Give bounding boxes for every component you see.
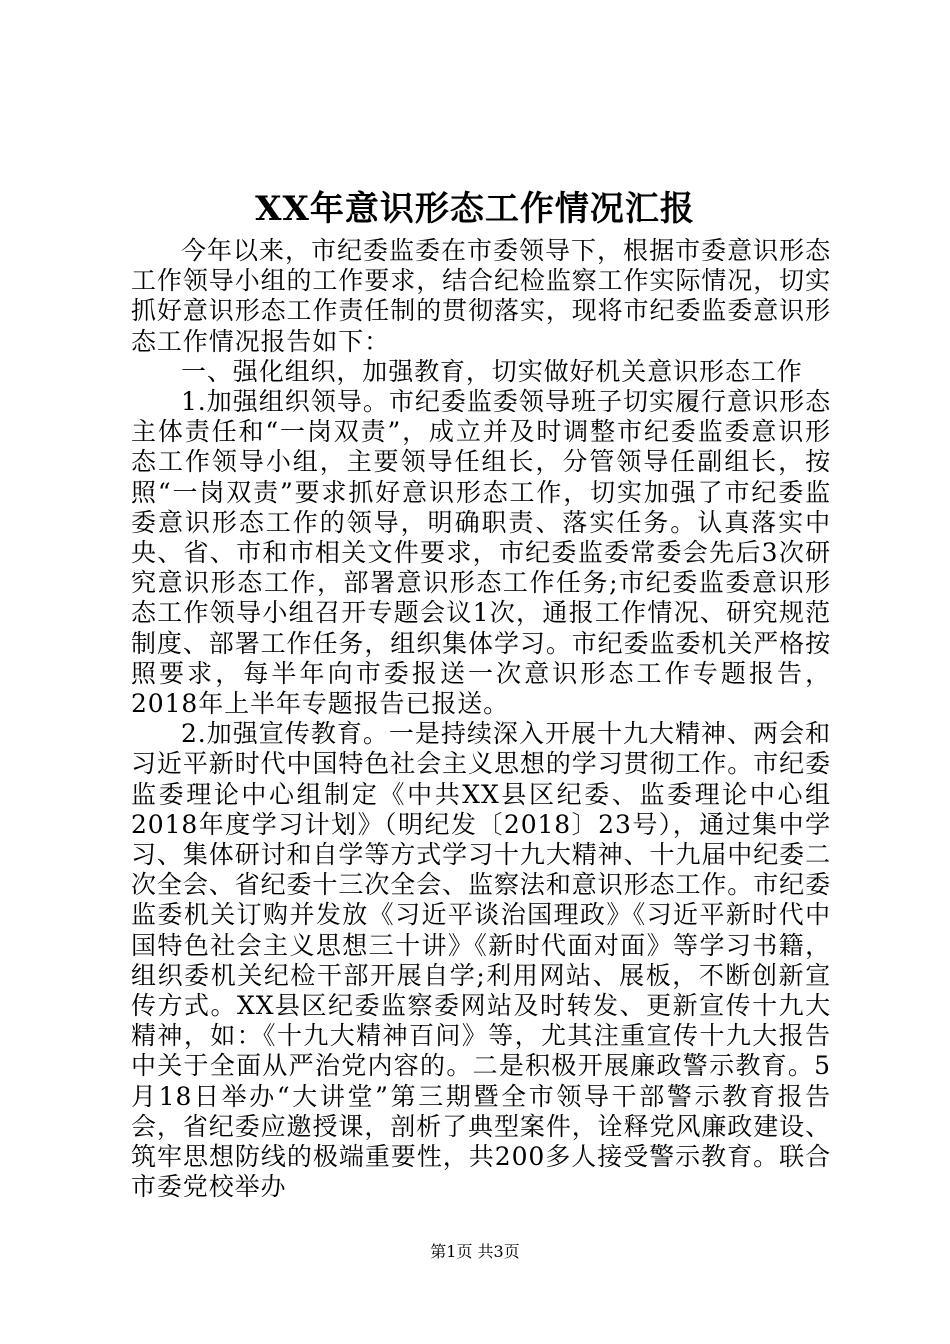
document-body — [131, 236, 831, 1203]
document-title: XX年意识形态工作情况汇报 — [255, 189, 695, 229]
item-paragraph-2: 2.加强宣传教育。一是持续深入开展十九大精神、两会和习近平新时代中国特色社会主义思想的学习贯彻工作。市纪委监委理论中心组制定《中共XX县区纪委、监委理论中心组2018年度学习计划》（明纪发〔2018〕23号），通过集中学习、集体研讨和自学等方式学习十九大精神、十九届中纪委二次全会、省纪委十三次全会、监察法和意识形态工作。市纪委监委机关订购并发放《习近平谈治国理政》《习近平新时代中国特色社会主义思想三十讲》《新时代面对面》等学习书籍，组织委机关纪检干部开展自学;利用网站、展板，不断创新宣传方式。XX县区纪委监察委网站及时转发、更新宣传十九大精神，如：《十九大精神百问》等，尤其注重宣传十九大报告中关于全面从严治党内容的。二是积极开展廉政警示教育。5月18日举办“大讲堂”第三期暨全市领导干部警示教育报告会，省纪委应邀授课，剖析了典型案件，诠释党风廉政建设、筑牢思想防线的极端重要性，共200多人接受警示教育。联合市委党校举办 — [131, 719, 831, 1202]
intro-paragraph: 今年以来，市纪委监委在市委领导下，根据市委意识形态工作领导小组的工作要求，结合纪检监察工作实际情况，切实抓好意识形态工作责任制的贯彻落实，现将市纪委监委意识形态工作情况报告如下： — [131, 236, 831, 356]
section-heading-1: 一、强化组织，加强教育，切实做好机关意识形态工作 — [181, 356, 803, 386]
page-number-footer: 第1页 共3页 — [430, 1242, 520, 1261]
item-paragraph-1: 1.加强组织领导。市纪委监委领导班子切实履行意识形态主体责任和“一岗双责”，成立并及时调整市纪委监委意识形态工作领导小组，主要领导任组长，分管领导任副组长，按照“一岗双责”要求抓好意识形态工作，切实加强了市纪委监委意识形态工作的领导，明确职责、落实任务。认真落实中央、省、市和市相关文件要求，市纪委监委常委会先后3次研究意识形态工作，部署意识形态工作任务;市纪委监委意识形态工作领导小组召开专题会议1次，通报工作情况、研究规范制度、部署工作任务，组织集体学习。市纪委监委机关严格按照要求，每半年向市委报送一次意识形态工作专题报告，2018年上半年专题报告已报送。 — [131, 387, 831, 719]
